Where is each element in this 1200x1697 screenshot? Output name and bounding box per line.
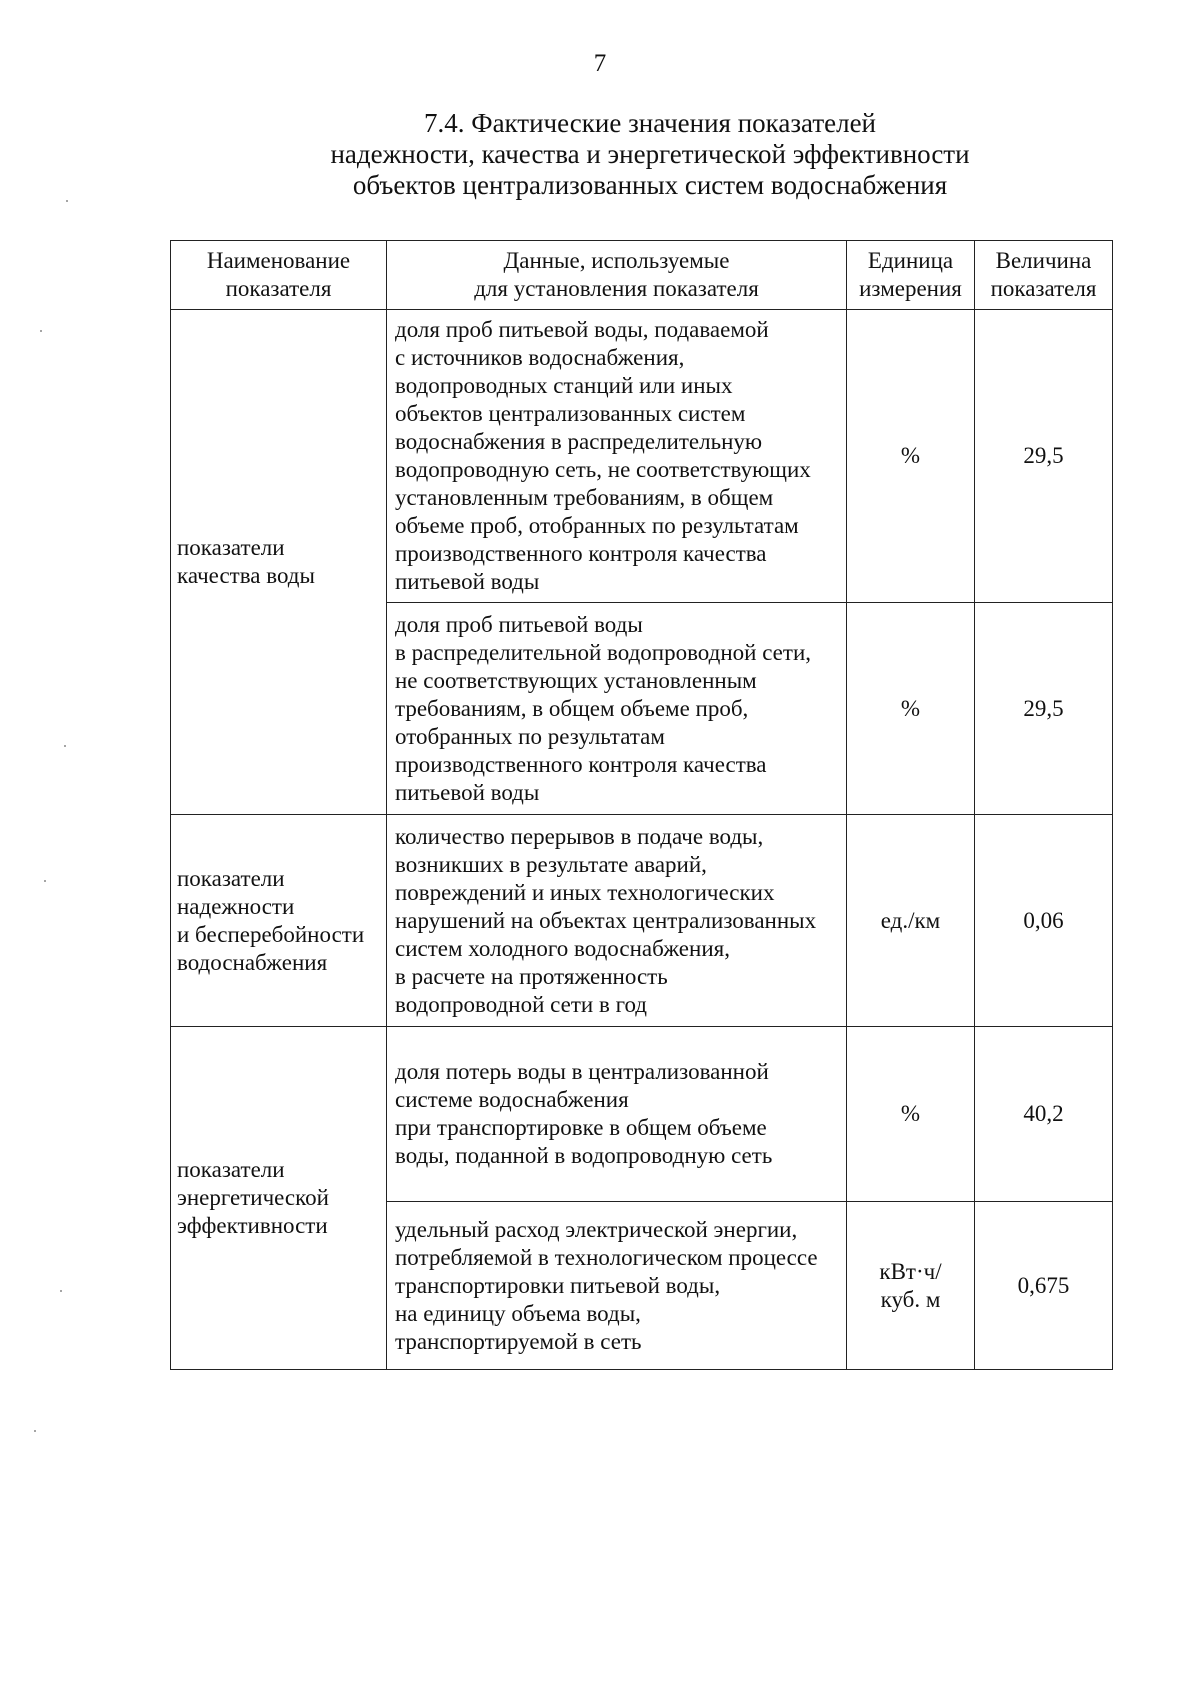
row-value: 29,5: [975, 310, 1113, 603]
page-number: 7: [593, 50, 607, 77]
row-unit: %: [847, 310, 975, 603]
group-name-quality: показатели качества воды: [171, 310, 387, 815]
header-name: Наименование показателя: [171, 241, 387, 310]
group-name-reliability: показатели надежности и бесперебойности водоснабжения: [171, 815, 387, 1027]
indicators-table: [170, 240, 1113, 1370]
row-value: 29,5: [975, 603, 1113, 815]
title-line-2: надежности, качества и энергетической эффективности: [330, 139, 970, 169]
row-data: удельный расход электрической энергии, потребляемой в технологическом процессе транспортировки питьевой воды, на единицу объема воды, транспортируемой в сеть: [387, 1202, 847, 1370]
scan-speck: [60, 1290, 62, 1292]
scan-speck: [64, 745, 66, 747]
table-row: [171, 815, 1113, 1027]
row-value: 0,06: [975, 815, 1113, 1027]
row-unit: ед./км: [847, 815, 975, 1027]
table-row: [171, 1027, 1113, 1202]
table-row: [171, 310, 1113, 603]
row-value: 0,675: [975, 1202, 1113, 1370]
row-value: 40,2: [975, 1027, 1113, 1202]
title-line-1: 7.4. Фактические значения показателей: [423, 108, 877, 138]
scan-speck: [40, 330, 42, 332]
row-unit: %: [847, 603, 975, 815]
row-data: количество перерывов в подаче воды, возникших в результате аварий, повреждений и иных технологических нарушений на объектах централизованных систем холодного водоснабжения, в расчете на протяженность водопроводной сети в год: [387, 815, 847, 1027]
scan-speck: [34, 1430, 36, 1432]
group-name-energy: показатели энергетической эффективности: [171, 1027, 387, 1370]
table-header-row: [171, 241, 1113, 310]
row-unit: %: [847, 1027, 975, 1202]
scan-speck: [44, 880, 46, 882]
header-data: Данные, используемые для установления показателя: [387, 241, 847, 310]
section-title: [300, 108, 1000, 201]
row-unit: кВт·ч/ куб. м: [847, 1202, 975, 1370]
row-data: доля потерь воды в централизованной системе водоснабжения при транспортировке в общем объеме воды, поданной в водопроводную сеть: [387, 1027, 847, 1202]
scan-speck: [66, 200, 68, 202]
row-data: доля проб питьевой воды, подаваемой с источников водоснабжения, водопроводных станций или иных объектов централизованных систем водоснабжения в распределительную водопроводную сеть, не соответствующих установленным требованиям, в общем объеме проб, отобранных по результатам производственного контроля качества питьевой воды: [387, 310, 847, 603]
row-data: доля проб питьевой воды в распределительной водопроводной сети, не соответствующих установленным требованиям, в общем объеме проб, отобранных по результатам производственного контроля качества питьевой воды: [387, 603, 847, 815]
title-line-3: объектов централизованных систем водоснабжения: [352, 170, 948, 200]
header-unit: Единица измерения: [847, 241, 975, 310]
header-value: Величина показателя: [975, 241, 1113, 310]
